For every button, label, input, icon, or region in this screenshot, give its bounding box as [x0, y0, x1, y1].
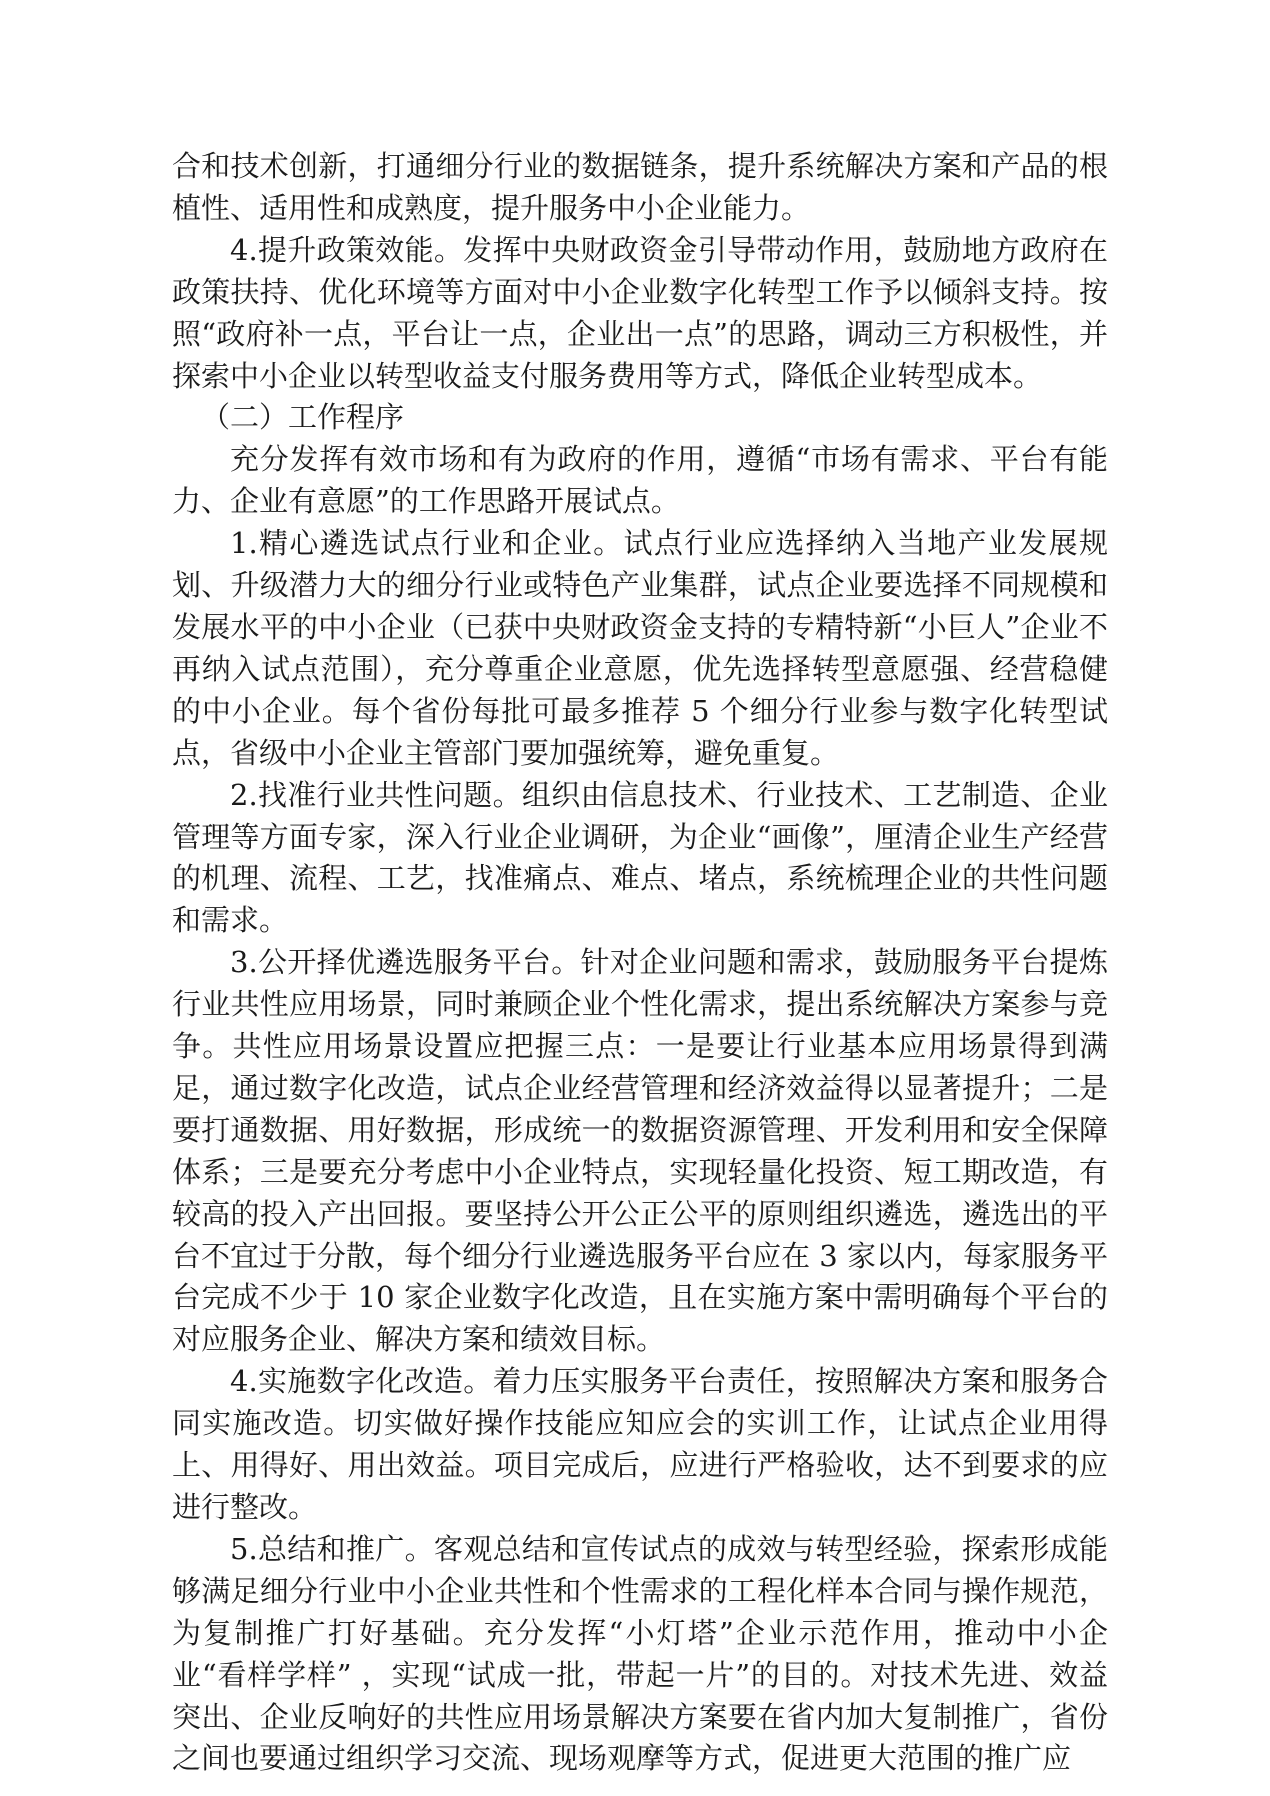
paragraph-continuation: 合和技术创新，打通细分行业的数据链条，提升系统解决方案和产品的根植性、适用性和成熟度，提升服务中小企业能力。 — [172, 149, 1108, 225]
section-heading-work-procedure: （二）工作程序 — [201, 400, 405, 435]
paragraph-summary-promotion: 5.总结和推广。客观总结和宣传试点的成效与转型经验，探索形成能够满足细分行业中小企业共性和个性需求的工程化样本合同与操作规范，为复制推广打好基础。充分发挥“小灯塔”企业示范作用，推动中小企业“看样学样” ，实现“试成一批，带起一片”的目的。对技术先进、效益突出、企业反响好的共性应用场景解决方案要在省内加大复制推广，省份之间也要通过组织学习交流、现场观摩等方式，促进更大范围的推广应 — [172, 1531, 1108, 1776]
paragraph-common-problems: 2.找准行业共性问题。组织由信息技术、行业技术、工艺制造、企业管理等方面专家，深入行业企业调研，为企业“画像”，厘清企业生产经营的机理、流程、工艺，找准痛点、难点、堵点，系统梳理企业的共性问题和需求。 — [172, 777, 1108, 938]
paragraph-policy-effectiveness: 4.提升政策效能。发挥中央财政资金引导带动作用，鼓励地方政府在政策扶持、优化环境等方面对中小企业数字化转型工作予以倾斜支持。按照“政府补一点，平台让一点，企业出一点”的思路，调动三方积极性，并探索中小企业以转型收益支付服务费用等方式，降低企业转型成本。 — [172, 232, 1108, 393]
paragraph-select-industries: 1.精心遴选试点行业和企业。试点行业应选择纳入当地产业发展规划、升级潜力大的细分行业或特色产业集群，试点企业要选择不同规模和发展水平的中小企业（已获中央财政资金支持的专精特新“小巨人”企业不再纳入试点范围），充分尊重企业意愿，优先选择转型意愿强、经营稳健的中小企业。每个省份每批可最多推荐 5 个细分行业参与数字化转型试点，省级中小企业主管部门要加强统筹，避免重复。 — [172, 526, 1108, 770]
document-body — [172, 146, 1108, 1780]
paragraph-implement-transformation: 4.实施数字化改造。着力压实服务平台责任，按照解决方案和服务合同实施改造。切实做好操作技能应知应会的实训工作，让试点企业用得上、用得好、用出效益。项目完成后，应进行严格验收，达不到要求的应进行整改。 — [172, 1364, 1108, 1524]
paragraph-select-platforms: 3.公开择优遴选服务平台。针对企业问题和需求，鼓励服务平台提炼行业共性应用场景，同时兼顾企业个性化需求，提出系统解决方案参与竞争。共性应用场景设置应把握三点：一是要让行业基本应用场景得到满足，通过数字化改造，试点企业经营管理和经济效益得以显著提升；二是要打通数据、用好数据，形成统一的数据资源管理、开发利用和安全保障体系；三是要充分考虑中小企业特点，实现轻量化投资、短工期改造，有较高的投入产出回报。要坚持公开公正公平的原则组织遴选，遴选出的平台不宜过于分散，每个细分行业遴选服务平台应在 3 家以内，每家服务平台完成不少于 10 家企业数字化改造，且在实施方案中需明确每个平台的对应服务企业、解决方案和绩效目标。 — [172, 945, 1108, 1357]
paragraph-procedure-intro: 充分发挥有效市场和有为政府的作用，遵循“市场有需求、平台有能力、企业有意愿”的工作思路开展试点。 — [172, 442, 1108, 519]
